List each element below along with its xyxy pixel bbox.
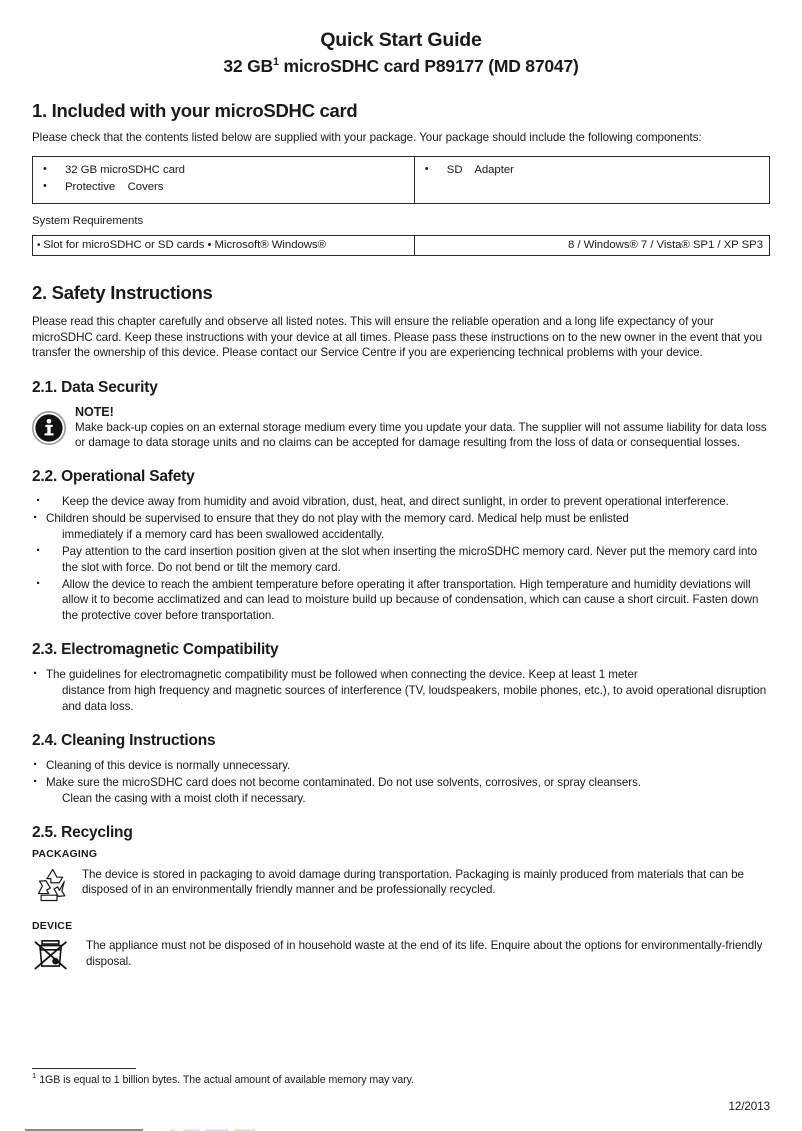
device-block [32, 937, 770, 982]
packaging-text: The device is stored in packaging to avoid damage during transportation. Packaging is mainly produced from materials that can be disposed of in an environmentally friendly manner and be professionally recycled. [82, 867, 744, 897]
contents-list-right [423, 162, 761, 180]
list-item [32, 511, 770, 543]
note-content [75, 405, 770, 451]
list-item: • Protective Covers [41, 179, 406, 197]
list-item-text: Children should be supervised to ensure that they do not play with the memory card. Medical help must be enlisted [46, 511, 629, 525]
list-item [32, 667, 770, 715]
footnote-rule [32, 1068, 136, 1069]
package-contents-table [32, 156, 770, 204]
list-item: · Pay attention to the card insertion position given at the slot when inserting the microSDHC memory card. Never put the memory card into the slot with force. Do not bend or tilt the memory card. [32, 544, 770, 576]
note-title: NOTE! [75, 404, 114, 419]
footnote [32, 1071, 770, 1088]
system-requirements-table [32, 235, 770, 256]
heading-section-2-2: 2.2. Operational Safety [32, 467, 195, 485]
document-subtitle [32, 53, 770, 78]
sysreq-left-text: Slot for microSDHC or SD cards • Microsoft® Windows® [43, 239, 326, 251]
sysreq-cell-left [33, 236, 415, 256]
list-item-continuation: Clean the casing with a moist cloth if necessary. [62, 791, 306, 805]
subtitle-capacity: 32 GB [223, 55, 273, 76]
contents-cell-right [414, 156, 769, 203]
list-item-continuation: immediately if a memory card has been swallowed accidentally. [62, 527, 385, 541]
list-item [32, 775, 770, 807]
heading-section-2-3: 2.3. Electromagnetic Compatibility [32, 641, 279, 659]
list-item: · Allow the device to reach the ambient temperature before operating it after transportation. High temperature and humidity deviations will allow it to become acclimatized and can lead to moisture build up because of condensation, which can cause a short circuit. Fasten down the protective cover before transportation. [32, 577, 770, 625]
list-item-continuation: distance from high frequency and magnetic sources of interference (TV, loudspeakers, mobile phones, etc.), to avoid operational disruption and data loss. [62, 684, 767, 714]
device-text-wrap [86, 937, 770, 969]
device-text: The appliance must not be disposed of in household waste at the end of its life. Enquire about the options for environmentally-friendly disposal. [86, 939, 763, 968]
section-1-intro: Please check that the contents listed below are supplied with your package. Your package should include the following components: [32, 131, 702, 145]
operational-safety-list [32, 494, 770, 625]
weee-crossed-bin-icon [32, 937, 78, 982]
list-item-text: Make sure the microSDHC card does not become contaminated. Do not use solvents, corrosives, or spray cleansers. [46, 775, 642, 789]
heading-section-2-5: 2.5. Recycling [32, 823, 133, 841]
contents-cell-left [33, 156, 415, 203]
list-item-text: Cleaning of this device is normally unnecessary. [46, 758, 291, 772]
table-row [33, 156, 770, 203]
subtitle-footnote-marker: 1 [272, 56, 279, 69]
cleaning-list [32, 758, 770, 807]
device-label: DEVICE [32, 919, 73, 932]
table-row [33, 236, 770, 256]
list-item: • SD Adapter [423, 162, 761, 180]
packaging-label: PACKAGING [32, 848, 98, 861]
footnote-marker: 1 [32, 1071, 37, 1081]
document-title: Quick Start Guide [320, 29, 482, 51]
subtitle-model: microSDHC card P89177 (MD 87047) [278, 55, 579, 76]
packaging-block [32, 866, 770, 909]
contents-list-left [41, 162, 406, 197]
section-2-intro: Please read this chapter carefully and observe all listed notes. This will ensure the reliable operation and a long life expectancy of your microSDHC card. Keep these instructions with your device at all times. Please pass these instructions on to the new owner in the event that you transfer the ownership of this device. Please contact our Service Centre if you are experiencing technical problems with your device. [32, 315, 763, 360]
list-item-text: The guidelines for electromagnetic compatibility must be followed when connecting the device. Keep at least 1 meter [46, 668, 638, 682]
heading-section-2-4: 2.4. Cleaning Instructions [32, 732, 216, 749]
footnote-text: 1GB is equal to 1 billion bytes. The actual amount of available memory may vary. [39, 1074, 415, 1086]
info-icon [32, 411, 66, 445]
note-block [32, 405, 770, 451]
heading-section-2-1: 2.1. Data Security [32, 379, 158, 397]
list-item: · Keep the device away from humidity and avoid vibration, dust, heat, and direct sunlight, in order to prevent operational interference. [32, 494, 770, 510]
packaging-text-wrap [82, 866, 770, 898]
heading-section-2: 2. Safety Instructions [32, 282, 213, 303]
recycling-icon [32, 866, 74, 909]
heading-section-1: 1. Included with your microSDHC card [32, 99, 358, 121]
sysreq-cell-right: 8 / Windows® 7 / Vista® SP1 / XP SP3 [414, 236, 769, 256]
system-requirements-label: System Requirements [32, 215, 144, 227]
list-item: • 32 GB microSDHC card [41, 162, 406, 180]
note-text: Make back-up copies on an external storage medium every time you update your data. The supplier will not assume liability for data loss or damage to data storage units and no claims can be accepted for damage resulting from the loss of data or consequential losses. [75, 420, 767, 450]
page-date: 12/2013 [728, 1099, 770, 1113]
list-item [32, 758, 770, 774]
emc-list [32, 667, 770, 715]
